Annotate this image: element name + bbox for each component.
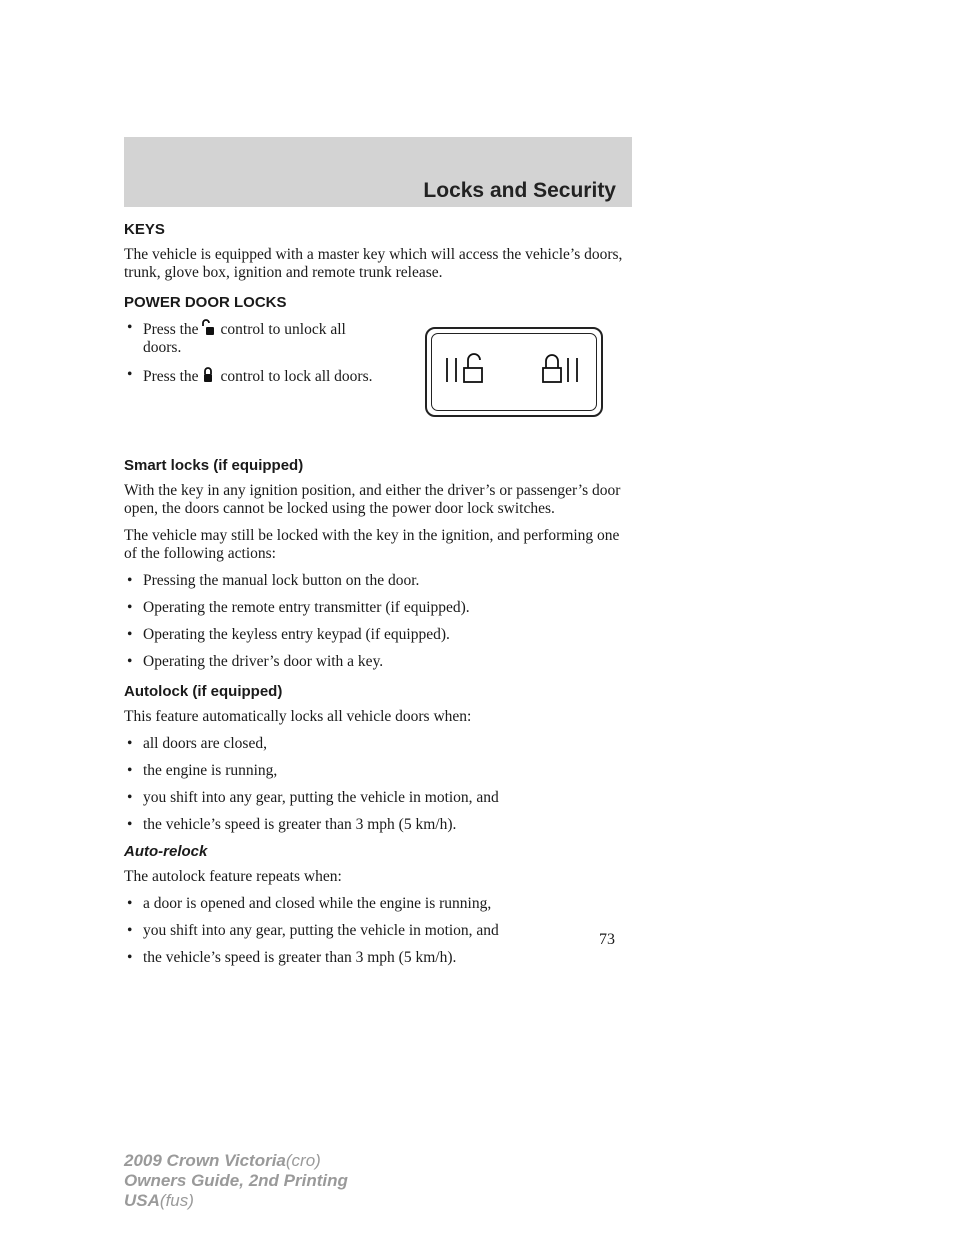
footer-model: 2009 Crown Victoria — [124, 1151, 286, 1170]
section-header-band — [124, 137, 632, 207]
bullet: • — [127, 599, 133, 616]
footer-market: USA — [124, 1191, 160, 1210]
auto-relock-list — [124, 895, 636, 967]
bullet: • — [127, 949, 133, 966]
autolock-heading: Autolock (if equipped) — [124, 683, 283, 700]
document-footer — [124, 1151, 348, 1211]
page-number: 73 — [599, 931, 615, 948]
list-item — [124, 789, 636, 807]
power-door-locks-heading: POWER DOOR LOCKS — [124, 294, 287, 311]
list-item-text: Operating the keyless entry keypad (if equipped). — [143, 626, 450, 643]
keys-paragraph: The vehicle is equipped with a master key which will access the vehicle’s doors, trunk, glove box, ignition and remote trunk release. — [124, 246, 623, 281]
list-item — [124, 735, 636, 753]
power-lock-switch-illustration — [425, 327, 603, 417]
unlock-item-prefix: Press the — [143, 321, 199, 338]
page-content — [124, 221, 636, 976]
footer-market-code: (fus) — [159, 1191, 194, 1210]
smart-locks-list — [124, 572, 636, 671]
power-door-locks-section — [124, 319, 636, 433]
list-item — [124, 319, 374, 357]
list-item — [124, 653, 636, 671]
switch-inner-frame — [431, 333, 597, 411]
smart-locks-paragraph-2: The vehicle may still be locked with the key in the ignition, and performing one of the following actions: — [124, 527, 620, 562]
bullet: • — [127, 922, 133, 939]
footer-line-1 — [124, 1151, 348, 1171]
footer-line-2 — [124, 1171, 348, 1191]
section-title: Locks and Security — [423, 179, 616, 202]
list-item-text: Operating the driver’s door with a key. — [143, 653, 384, 670]
list-item-text: Operating the remote entry transmitter (if equipped). — [143, 599, 470, 616]
list-item — [124, 762, 636, 780]
bullet: • — [127, 762, 133, 779]
list-item — [124, 366, 374, 386]
bullet: • — [127, 816, 133, 833]
autolock-list — [124, 735, 636, 834]
unlock-icon — [201, 319, 215, 337]
list-item — [124, 626, 636, 644]
list-item-text: all doors are closed, — [143, 735, 267, 752]
list-item-text: the engine is running, — [143, 762, 278, 779]
list-item-text: you shift into any gear, putting the vehicle in motion, and — [143, 789, 499, 806]
keys-heading: KEYS — [124, 221, 165, 238]
list-item-text: a door is opened and closed while the engine is running, — [143, 895, 492, 912]
list-item — [124, 599, 636, 617]
list-item — [124, 949, 636, 967]
bullet: • — [127, 735, 133, 752]
bullet: • — [127, 366, 133, 383]
list-item-text: Pressing the manual lock button on the door. — [143, 572, 420, 589]
autolock-intro: This feature automatically locks all vehicle doors when: — [124, 708, 472, 725]
auto-relock-heading: Auto-relock — [124, 843, 208, 860]
footer-printing: Owners Guide, 2nd Printing — [124, 1171, 348, 1190]
list-item — [124, 816, 636, 834]
bullet: • — [127, 789, 133, 806]
bullet: • — [127, 572, 133, 589]
bullet: • — [127, 319, 133, 336]
list-item-text: the vehicle’s speed is greater than 3 mph (5 km/h). — [143, 949, 457, 966]
footer-line-3 — [124, 1191, 348, 1211]
list-item — [124, 572, 636, 590]
unlock-item-suffix: control to unlock all doors. — [143, 321, 346, 356]
auto-relock-intro: The autolock feature repeats when: — [124, 868, 342, 885]
lock-icon — [201, 366, 215, 384]
bullet: • — [127, 895, 133, 912]
list-item — [124, 922, 636, 940]
smart-locks-paragraph-1: With the key in any ignition position, and either the driver’s or passenger’s door open, the doors cannot be locked using the power door lock switches. — [124, 482, 621, 517]
switch-symbols — [432, 334, 592, 406]
power-door-locks-list — [124, 319, 374, 386]
smart-locks-heading: Smart locks (if equipped) — [124, 457, 304, 474]
list-item-text: the vehicle’s speed is greater than 3 mph (5 km/h). — [143, 816, 457, 833]
bullet: • — [127, 626, 133, 643]
bullet: • — [127, 653, 133, 670]
list-item-text: you shift into any gear, putting the vehicle in motion, and — [143, 922, 499, 939]
lock-item-prefix: Press the — [143, 368, 199, 385]
list-item — [124, 895, 636, 913]
lock-item-suffix: control to lock all doors. — [220, 368, 373, 385]
footer-model-code: (cro) — [285, 1151, 321, 1170]
